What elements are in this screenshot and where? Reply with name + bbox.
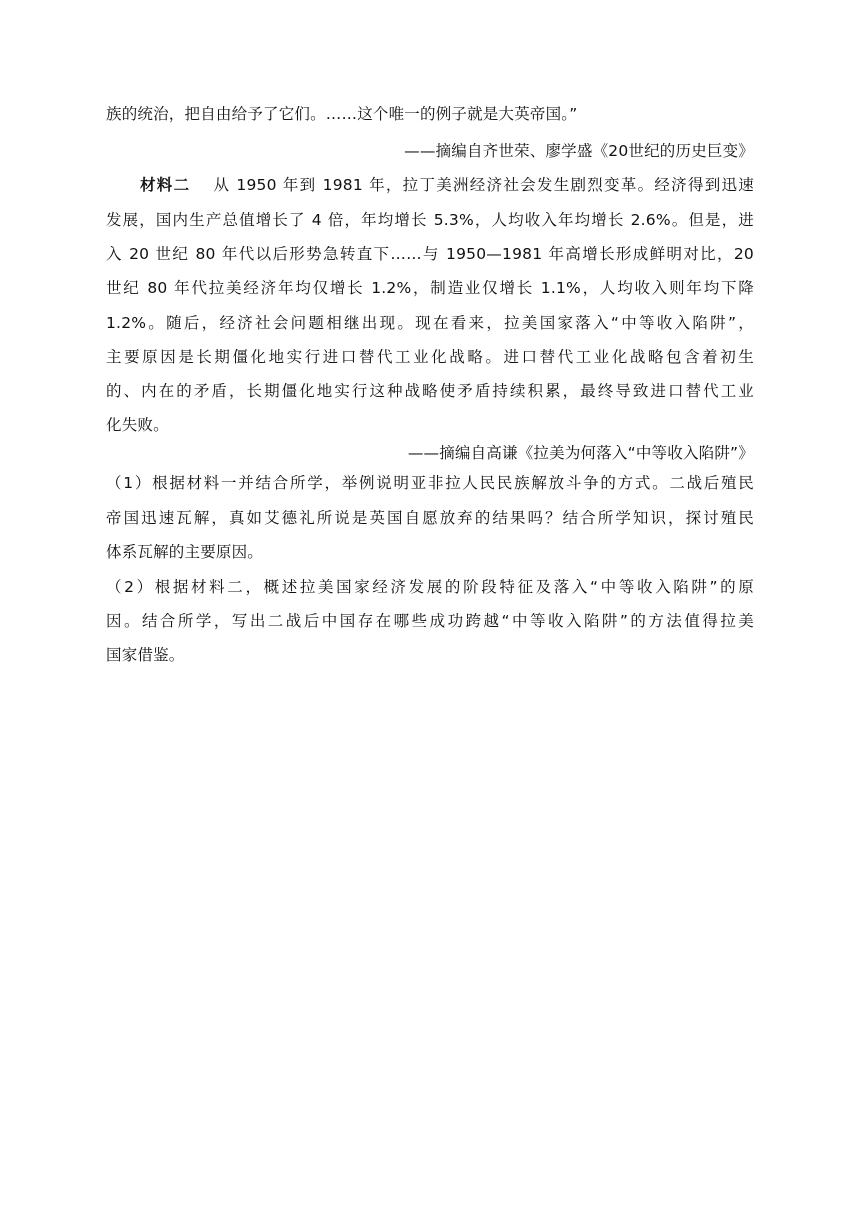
question1-line-3: 体系瓦解的主要原因。	[106, 543, 264, 561]
question1-line-2: 帝国迅速瓦解，真如艾德礼所说是英国自愿放弃的结果吗？结合所学知识，探讨殖民	[106, 509, 754, 527]
source1-citation: ——摘编自齐世荣、廖学盛《20世纪的历史巨变》	[404, 142, 754, 160]
material2-label: 材料二	[140, 176, 191, 194]
material2-line-1	[140, 175, 754, 195]
source2-citation: ——摘编自高谦《拉美为何落入“中等收入陷阱”》	[407, 444, 754, 462]
material1-tail-text: 族的统治，把自由给予了它们。……这个唯一的例子就是大英帝国。”	[106, 105, 578, 123]
material2-line-2: 发展，国内生产总值增长了 4 倍，年均增长 5.3%，人均收入年均增长 2.6%。但是，进	[106, 211, 754, 229]
material2-line-3: 入 20 世纪 80 年代以后形势急转直下……与 1950—1981 年高增长形成鲜明对比，20	[106, 245, 754, 263]
material2-line-5: 1.2%。随后，经济社会问题相继出现。现在看来，拉美国家落入“中等收入陷阱”，	[106, 314, 754, 332]
material2-line-1-text: 从 1950 年到 1981 年，拉丁美洲经济社会发生剧烈变革。经济得到迅速	[212, 176, 755, 194]
question2-line-2: 因。结合所学，写出二战后中国存在哪些成功跨越“中等收入陷阱”的方法值得拉美	[106, 612, 754, 630]
material2-line-8: 化失败。	[106, 416, 169, 434]
material2-line-4: 世纪 80 年代拉美经济年均仅增长 1.2%，制造业仅增长 1.1%，人均收入则年均下降	[106, 279, 754, 297]
material2-line-6: 主要原因是长期僵化地实行进口替代工业化战略。进口替代工业化战略包含着初生	[106, 348, 754, 366]
question1-line-1: （1）根据材料一并结合所学，举例说明亚非拉人民民族解放斗争的方式。二战后殖民	[106, 474, 754, 492]
question2-line-1: （2）根据材料二，概述拉美国家经济发展的阶段特征及落入“中等收入陷阱”的原	[106, 578, 754, 596]
material2-line-7: 的、内在的矛盾，长期僵化地实行这种战略使矛盾持续积累，最终导致进口替代工业	[106, 382, 754, 400]
question2-line-3: 国家借鉴。	[106, 646, 185, 664]
